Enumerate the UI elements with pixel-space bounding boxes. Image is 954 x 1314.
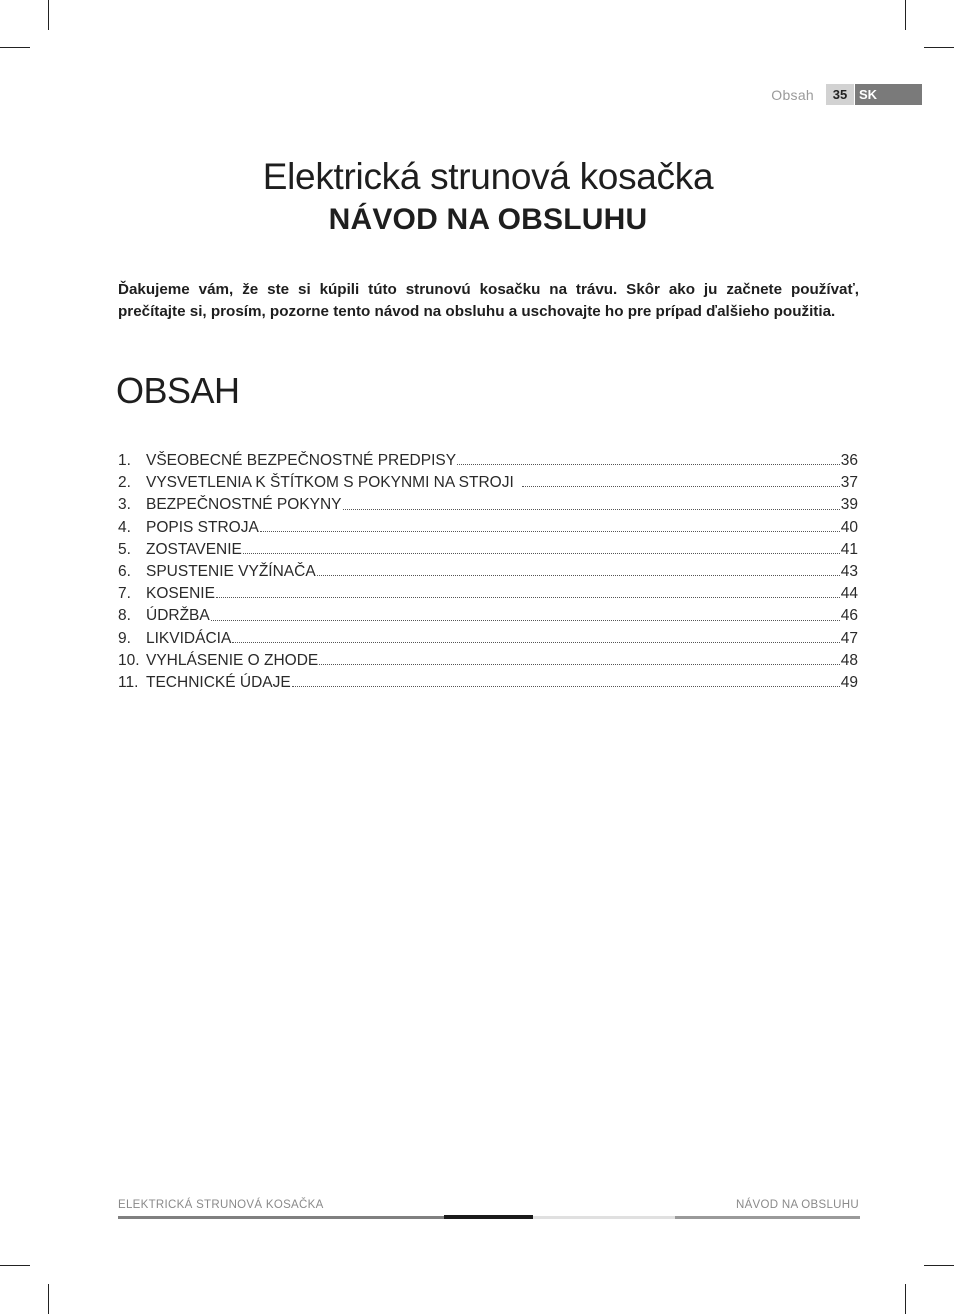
crop-mark [924, 47, 954, 48]
footer-bar-segment [533, 1216, 675, 1219]
toc-entry-number: 1. [118, 452, 131, 469]
page-number: 35 [826, 84, 854, 105]
toc-entry-number: 10. [118, 651, 140, 669]
toc-entry[interactable] [118, 519, 858, 541]
toc-entry-title: SPUSTENIE VYŽÍNAČA [146, 562, 316, 580]
toc-entry-title: BEZPEČNOSTNÉ POKYNY [146, 496, 342, 514]
crop-mark [905, 0, 906, 30]
crop-mark [905, 1284, 906, 1314]
toc-leader-dots [522, 486, 840, 487]
toc-entry-title: ZOSTAVENIE [146, 540, 242, 558]
toc-entry[interactable] [118, 630, 858, 652]
document-title: Elektrická strunová kosačka [262, 156, 714, 197]
intro-paragraph: Ďakujeme vám, že ste si kúpili túto strunovú kosačku na trávu. Skôr ako ju začnete používať, prečítajte si, prosím, pozorne tento návod na obsluhu a uschovajte ho pre prípad ďalšieho použitia. [118, 281, 859, 320]
footer-bar-segment [118, 1216, 444, 1219]
toc-entry[interactable] [118, 674, 858, 696]
toc-entry[interactable] [118, 452, 858, 474]
toc-entry-title: VŠEOBECNÉ BEZPEČNOSTNÉ PREDPISY [146, 452, 457, 469]
toc-entry[interactable] [118, 541, 858, 563]
toc-leader-dots [317, 575, 840, 576]
toc-leader-dots [292, 686, 840, 687]
toc-entry-number: 3. [118, 496, 131, 514]
toc-entry[interactable] [118, 496, 858, 518]
toc-leader-dots [216, 597, 840, 598]
toc-entry[interactable] [118, 607, 858, 629]
toc-entry-title: VYSVETLENIA K ŠTÍTKOM S POKYNMI NA STROJI [146, 474, 514, 492]
toc-leader-dots [260, 531, 840, 532]
toc-entry-page: 46 [840, 607, 858, 625]
toc-leader-dots [243, 553, 840, 554]
toc-entry-page: 37 [840, 474, 858, 492]
crop-mark [48, 1284, 49, 1314]
crop-mark [924, 1265, 954, 1266]
toc-entry-number: 6. [118, 562, 131, 580]
toc-entry-page: 47 [840, 629, 858, 647]
toc-entry-number: 4. [118, 518, 131, 536]
crop-mark [0, 47, 30, 48]
toc-entry-number: 11. [118, 673, 139, 691]
toc-entry-page: 40 [840, 518, 858, 536]
toc-entry-title: ÚDRŽBA [146, 607, 210, 625]
toc-entry-page: 41 [840, 540, 858, 558]
footer-bar-segment [675, 1216, 860, 1219]
toc-entry-page: 39 [840, 496, 858, 514]
toc-entry-page: 49 [840, 673, 858, 691]
toc-entry-title: POPIS STROJA [146, 518, 259, 536]
toc-entry-title: VYHLÁSENIE O ZHODE [146, 651, 319, 669]
language-badge: SK [855, 84, 922, 105]
toc-entry-title: KOSENIE [146, 585, 215, 603]
header-section-label: Obsah [771, 87, 814, 103]
page-header [0, 84, 954, 106]
toc-entry-title: TECHNICKÉ ÚDAJE [146, 673, 291, 691]
toc-entry-number: 2. [118, 474, 131, 492]
footer-product-name: ELEKTRICKÁ STRUNOVÁ KOSAČKA [118, 1199, 324, 1211]
toc-entry-page: 44 [840, 585, 858, 603]
toc-leader-dots [211, 620, 840, 621]
toc-entry[interactable] [118, 563, 858, 585]
toc-entry-page: 43 [840, 562, 858, 580]
toc-entry-number: 9. [118, 629, 131, 647]
footer-document-type: NÁVOD NA OBSLUHU [735, 1199, 859, 1211]
toc-heading: OBSAH [116, 370, 240, 411]
toc-entry-page: 48 [840, 651, 858, 669]
toc-leader-dots [343, 509, 840, 510]
toc-entry-page: 36 [840, 452, 858, 469]
toc-entry-title: LIKVIDÁCIA [146, 629, 232, 647]
toc-entry-number: 7. [118, 585, 131, 603]
toc-entry[interactable] [118, 474, 858, 496]
crop-mark [0, 1265, 30, 1266]
toc-entry-number: 5. [118, 540, 131, 558]
document-subtitle: NÁVOD NA OBSLUHU [328, 203, 648, 236]
toc-leader-dots [232, 642, 839, 643]
toc-leader-dots [319, 664, 839, 665]
footer-bar-segment [444, 1215, 533, 1219]
toc-leader-dots [457, 464, 840, 465]
toc-entry[interactable] [118, 652, 858, 674]
crop-mark [48, 0, 49, 30]
toc-entry-number: 8. [118, 607, 131, 625]
table-of-contents [118, 452, 858, 696]
toc-entry[interactable] [118, 585, 858, 607]
